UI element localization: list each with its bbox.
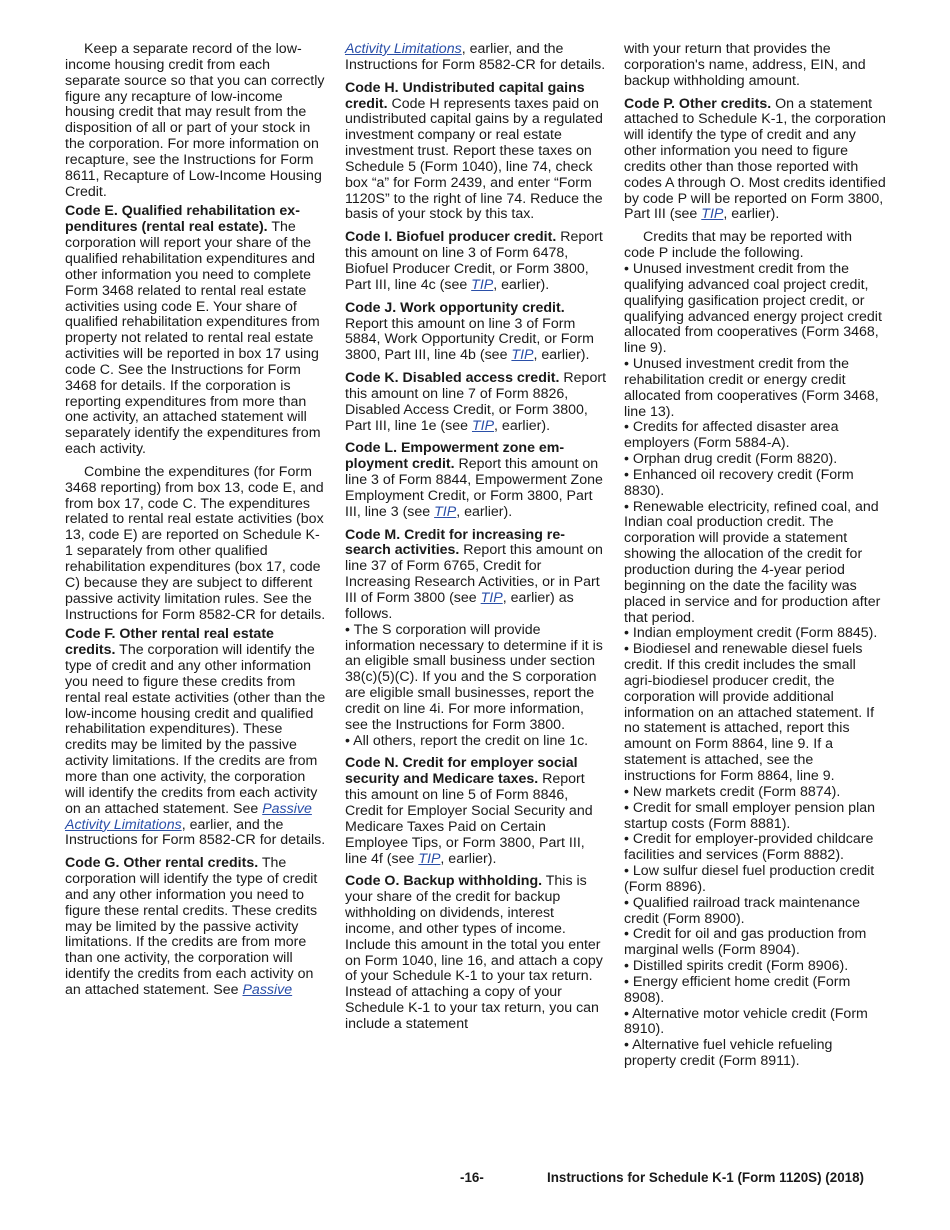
code-g-heading: Code G. Other rental credits. bbox=[65, 855, 259, 872]
code-i-heading: Code I. Biofuel producer credit. bbox=[345, 229, 557, 246]
code-k-heading: Code K. Disabled access credit. bbox=[345, 370, 560, 387]
list-item: • Low sulfur diesel fuel production credit (Form 8896). bbox=[624, 863, 875, 895]
code-i-section bbox=[345, 230, 607, 293]
earlier-text: , earlier). bbox=[533, 347, 590, 364]
earlier-text: , earlier). bbox=[494, 417, 551, 434]
code-o-continuation: with your return that provides the corporation's name, address, EIN, and backup withholding amount. bbox=[624, 41, 866, 89]
list-item: • Unused investment credit from the rehabilitation credit or energy credit allocated from cooperatives (Form 3468, line 13). bbox=[624, 356, 879, 420]
code-j-body: Report this amount on line 3 of Form 5884, Work Opportunity Credit, or Form 3800, Part III, line 4b (see bbox=[345, 315, 594, 364]
code-j-section bbox=[345, 301, 607, 364]
list-item: • Distilled spirits credit (Form 8906). bbox=[624, 958, 849, 975]
list-item: • Alternative fuel vehicle refueling property credit (Form 8911). bbox=[624, 1037, 833, 1070]
code-j-heading: Code J. Work opportunity credit. bbox=[345, 299, 565, 316]
passive-link[interactable]: Passive bbox=[242, 981, 293, 998]
code-m-section bbox=[345, 528, 607, 623]
code-n-section bbox=[345, 756, 607, 867]
column-3 bbox=[624, 42, 886, 1070]
list-item: • Orphan drug credit (Form 8820). bbox=[624, 451, 838, 468]
code-e-section bbox=[65, 204, 327, 458]
code-h-heading: Code H. Undistributed capital gains credit. bbox=[345, 79, 585, 112]
list-item: • Credit for oil and gas production from marginal wells (Form 8904). bbox=[624, 926, 867, 959]
earlier-text: , earlier). bbox=[440, 850, 497, 867]
code-g-body: The corporation will identify the type of credit and any other information you need to figure these rental credits. These credits may be limited by the passive activity limitations. If the credits are from more than one activity, the corporation will identify the credits from each activity on an attached statement. See bbox=[65, 855, 318, 998]
code-n-body: Report this amount on line 5 of Form 8846, Credit for Employer Social Security and Medicare Taxes Paid on Certain Employee Tips, or Form 3800, Part III, line 4f (see bbox=[345, 771, 593, 867]
earlier-text: , earlier). bbox=[493, 276, 550, 293]
code-f-tail: , earlier, and the Instructions for Form 8582-CR for details. bbox=[65, 816, 326, 849]
code-l-section bbox=[345, 441, 607, 520]
tip-link[interactable]: TIP bbox=[701, 206, 724, 223]
list-item: • Credit for employer-provided childcare facilities and services (Form 8882). bbox=[624, 831, 874, 864]
code-l-heading: Code L. Empowerment zone em-ployment credit. bbox=[345, 440, 565, 473]
column-2 bbox=[345, 42, 607, 1040]
tip-link[interactable]: TIP bbox=[480, 590, 503, 606]
code-g-tail: , earlier, and the Instructions for Form 8582-CR for details. bbox=[345, 41, 606, 73]
code-e-body: The corporation will report your share of the qualified rehabilitation expenditures and other information you need to complete Form 3468 related to rental real estate activities using code E. Your share of qualified rehabilitation expenditures from property not related to rental real estate activities will be reported in box 17 using code C. See the Instructions for Form 3468 for details. If the corporation is reporting expenditures from more than one activity, an attached statement will separately identify the expenditures from each activity. bbox=[65, 219, 321, 458]
code-f-heading: Code F. Other rental real estate credits. bbox=[65, 626, 274, 659]
list-item: • Unused investment credit from the qualifying advanced coal project credit, qualifying gasification project credit, or qualifying advanced energy project credit allocated from cooperatives (Form 3468, line 9). bbox=[624, 260, 882, 357]
code-m-body: Report this amount on line 37 of Form 6765, Credit for Increasing Research Activities, or in Part III of Form 3800 (see bbox=[345, 542, 603, 606]
footer-title: Instructions for Schedule K-1 (Form 1120S) (2018) bbox=[547, 1170, 864, 1185]
code-m-bullet-1: • The S corporation will provide information necessary to determine if it is an eligible small business under section 38(c)(5)(C). If you and the S corporation are eligible small businesses, report the credit on line 4i. For more information, see the Instructions for Form 3800. bbox=[345, 621, 603, 733]
tip-link[interactable]: TIP bbox=[418, 850, 441, 867]
tip-link[interactable]: TIP bbox=[434, 503, 457, 520]
code-f-section bbox=[65, 627, 327, 849]
list-item: • Credits for affected disaster area employers (Form 5884-A). bbox=[624, 419, 839, 452]
tip-link[interactable]: TIP bbox=[511, 347, 534, 364]
code-p-section bbox=[624, 97, 886, 224]
list-item: • New markets credit (Form 8874). bbox=[624, 783, 841, 800]
code-p-intro: Credits that may be reported with code P include the following. bbox=[624, 229, 852, 262]
code-h-body: Code H represents taxes paid on undistributed capital gains by a regulated investment company or real estate investment trust. Report these taxes on Schedule 5 (Form 1040), line 74, check box “a” for Form 2439, and enter “Form 1120S” to the right of line 74. Reduce the basis of your stock by this tax. bbox=[345, 95, 603, 223]
earlier-text: , earlier). bbox=[723, 206, 780, 223]
code-m-bullet-2: • All others, report the credit on line 1c. bbox=[345, 732, 589, 749]
code-k-section bbox=[345, 371, 607, 434]
code-p-heading: Code P. Other credits. bbox=[624, 95, 772, 112]
code-h-section bbox=[345, 81, 607, 224]
list-item: • Qualified railroad track maintenance credit (Form 8900). bbox=[624, 894, 861, 927]
code-e-heading: Code E. Qualified rehabilitation ex-penditures (rental real estate). bbox=[65, 203, 300, 236]
list-item: • Credit for small employer pension plan startup costs (Form 8881). bbox=[624, 799, 875, 832]
passive-activity-limitations-link[interactable]: Passive Activity Limitations bbox=[65, 800, 312, 833]
activity-limitations-link[interactable]: Activity Limitations bbox=[345, 41, 462, 57]
list-item: • Indian employment credit (Form 8845). bbox=[624, 625, 878, 642]
tip-link[interactable]: TIP bbox=[471, 276, 494, 293]
code-f-body: The corporation will identify the type of credit and any other information you need to figure these credits from rental real estate activities (other than the low-income housing credit and qualified rehabilitation expenditures). These credits may be limited by the passive activity limitations. If the credits are from more than one activity, the corporation will identify the credits from each activity on an attached statement. See bbox=[65, 642, 326, 817]
tip-link[interactable]: TIP bbox=[471, 417, 495, 434]
code-g-section bbox=[65, 856, 327, 999]
list-item: • Alternative motor vehicle credit (Form 8910). bbox=[624, 1005, 868, 1038]
code-n-heading: Code N. Credit for employer social security and Medicare taxes. bbox=[345, 755, 578, 788]
recapture-paragraph: Keep a separate record of the low-income housing credit from each separate source so that you can correctly figure any recapture of low-income housing credit that may result from the disposition of all or part of your stock in the corporation. For more information on recapture, see the Instructions for Form 8611, Recapture of Low-Income Housing Credit. bbox=[65, 41, 325, 200]
code-o-heading: Code O. Backup withholding. bbox=[345, 873, 543, 890]
code-o-body: This is your share of the credit for backup withholding on dividends, interest income, and other types of income. Include this amount in the total you enter on Form 1040, line 16, and attach a copy of your Schedule K-1 to your tax return. Instead of attaching a copy of your Schedule K-1 to your tax return, you can include a statement bbox=[345, 873, 603, 1032]
list-item: • Biodiesel and renewable diesel fuels credit. If this credit includes the small agri-biodiesel producer credit, the corporation will provide additional information on an attached statement. If no statement is attached, report this amount on Form 8864, line 9. If a statement is attached, see the instructions for Form 8864, line 9. bbox=[624, 641, 875, 784]
code-m-heading: Code M. Credit for increasing re-search activities. bbox=[345, 526, 565, 559]
list-item: • Energy efficient home credit (Form 8908). bbox=[624, 973, 851, 1006]
code-m-tail: , earlier) as follows. bbox=[345, 590, 574, 622]
page-number: -16- bbox=[460, 1170, 484, 1185]
earlier-text: , earlier). bbox=[456, 503, 513, 520]
code-o-section bbox=[345, 874, 607, 1032]
list-item: • Enhanced oil recovery credit (Form 8830). bbox=[624, 466, 854, 499]
code-e-combine-paragraph: Combine the expenditures (for Form 3468 reporting) from box 13, code E, and from box 17, code C. The expenditures related to rental real estate activities (box 13, code E) are reported on Schedule K-1 separately from other qualified rehabilitation expenditures (box 17, code C) because they are subject to different passive activity limitation rules. See the Instructions for Form 8582-CR for details. bbox=[65, 463, 326, 623]
code-i-body: Report this amount on line 3 of Form 6478, Biofuel Producer Credit, or Form 3800, Part III, line 4c (see bbox=[345, 229, 603, 293]
code-l-body: Report this amount on line 3 of Form 8844, Empowerment Zone Employment Credit, or Form 3800, Part III, line 3 (see bbox=[345, 456, 603, 520]
column-1 bbox=[65, 42, 327, 1006]
list-item: • Renewable electricity, refined coal, and Indian coal production credit. The corporation will provide a statement showing the allocation of the credit for production during the 4-year period beginning on the date the facility was placed in service and for production after that period. bbox=[624, 498, 881, 626]
code-p-body: On a statement attached to Schedule K-1, the corporation will identify the type of credit and any other information you need to figure credits other than those reported with codes A through O. Most credits identified by code P will be reported on Form 3800, Part III (see bbox=[624, 95, 886, 223]
code-g-continuation bbox=[345, 42, 607, 74]
code-k-body: Report this amount on line 7 of Form 8826, Disabled Access Credit, or Form 3800, Part III, line 1e (see bbox=[345, 370, 607, 434]
